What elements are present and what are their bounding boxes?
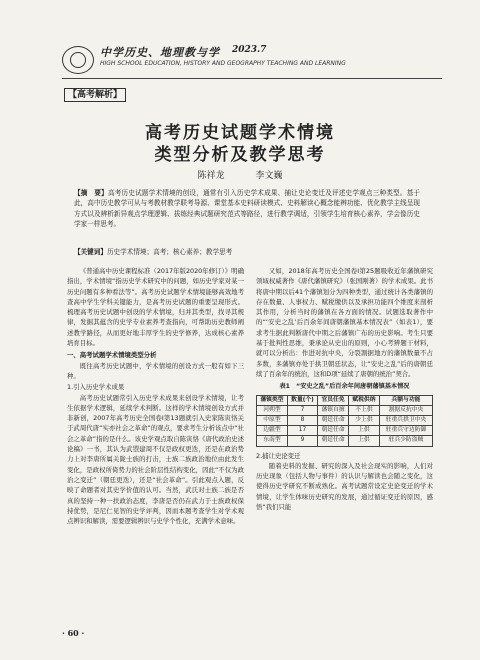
keywords-text: 历史学术情境；高考；核心素养；教学思考 [106, 248, 233, 256]
logo-ring [70, 52, 86, 68]
table-row [257, 436, 433, 446]
table-cell: 朝廷任命 [318, 426, 349, 436]
table-cell: 9 [287, 436, 317, 446]
author-2: 李文巍 [255, 171, 283, 181]
paragraph: 《普通高中历史课程标准（2017年版2020年修订）》明确指出，学术情境“指历史学术研究中的问题，如历史学家对某一历史问题有多种看法等”。高考历史试题学术情境能够高效地考查高中学生学科关键能力，是高考历史试题的重要呈现形式。梳理高考历史试题中创设的学术情境，归并其类型，找寻其规律，发掘其蕴含的史学专业素养考查指向，可帮助历史教师阐述教学路径，从而更好地丰厚学生的史学修养，达成核心素养培育目标。 [67, 267, 244, 348]
table-row [257, 415, 433, 425]
paragraph: 又如，2018年高考历史全国卷Ⅰ第25题吸收近年藩镇研究领域权威著作《唐代藩镇研究》（张国刚著）的学术成果。此书将唐中期以后41个藩镇划分为四种类型，通过统计各类藩镇的存在数量、人事权力、赋税缴供以及承担功能四个维度来剖析其作用，分析当时的藩镇在各方面的情况。试题选取著作中的“‘安史之乱’后百余年间唐朝藩镇基本情况表”（如表1），要求考生据此判断唐代中期之后藩镇广布的历史影响。考生只要基于批判性思维，秉承论从史出的原则，小心考辨题干材料，就可以分析出：作进对抗中央，分裂割据地方的藩镇数量不占多数，多藩镇亦处于拱卫朝廷状态，让“安史之乱”后的唐朝廷续了百余年的统治，这和D项“延续了唐朝的统治”契合。 [256, 267, 433, 378]
table-cell: 东南型 [257, 436, 288, 446]
abstract-text: 高考历史试题学术情境的创设，通常有引入历史学术成果、捕让史论变迁及评述史学观点三种类型。基于此，高中历史教学可从与考教材教学联考导源、课堂基本史料研读模式、史料解读心概念能辨功能、优化教学主线呈现方式以及辨析新异观点学理逻辑、拔练经典试题研究范式等路径，进行教学调适，引领学生培育核心素养，学会像历史学家一样思考。 [74, 189, 421, 229]
table-cell: 驻兵少防盗贼 [379, 436, 432, 446]
abstract [74, 188, 420, 230]
table-header-cell: 数量(个) [287, 395, 317, 405]
table-header-cell: 赋税供纳 [349, 395, 380, 405]
table-cell: 少上供 [349, 415, 380, 425]
section-heading: 一、高考试题学术情境类型分析 [67, 351, 157, 360]
subsection-heading: 1.引入历史学术成果 [67, 383, 125, 392]
keywords-label: 【关键词】 [74, 248, 107, 256]
authors [0, 168, 480, 181]
journal-header [62, 40, 442, 76]
header-divider [62, 78, 442, 79]
magazine-title: 中学历史、地理教与学 [100, 46, 220, 59]
table-cell: 驻重兵拱卫中央 [379, 415, 432, 425]
fanzhen-table [256, 395, 433, 447]
section-tag: 【高考解析】 [64, 88, 126, 102]
left-column [67, 266, 244, 526]
table-cell: 17 [287, 426, 317, 436]
table-cell: 边疆型 [257, 426, 288, 436]
paragraph: 既往高考历史试题中，学术情境的创设方式一般有如下三种。 [67, 361, 244, 380]
article-title-line2: 类型分析及教学思考 [154, 145, 326, 165]
issue-number: 2023.7 [232, 45, 267, 55]
table-cell: 朝廷任命 [318, 415, 349, 425]
table-cell: 8 [287, 415, 317, 425]
author-1: 陈祥龙 [197, 171, 225, 181]
paragraph: 随着史料的发掘、研究的深入及社会现实的影响，人们对历史现象（包括人物与事件）的认识与解读也会随之变化，这使得历史学研究不断成熟化。高考试题常设定史论变迁的学术情境，让学生体味历史研究的发展，通过循证变迁的原因，感悟“我们只能 [256, 461, 433, 512]
paragraph: 高考历史试题常引入历史学术成果来创设学术情境，让考生依据学术逻辑，延续学术判断。这样的学术情境创设方式并非新创，2007年高考历史全国卷Ⅰ第13题就引入史家陈寅恪关于武周代唐“实亦社会之革命”的观点，要求考生分析该点中“社会之革命”指的是什么。该史学观点取自陈寅恪《唐代政治史述论稿》一书，其认为武曌建周不仅是政权更迭，还是在政治势力上对李唐所属关陇士族的打击，士族二族政治地位由此发生变化，是政权所倚势力的社会阶层性结构变化，因此“不仅为政治之变迁”（朝廷更迭），还是“社会革命”。引此观点入题，反映了命题者对其史学价值的认可。当然，武氏对士族二族是否真的坚持一种一扶政治态度，李唐是否仍在武力于士族政权保持优势，是尼仁见智的史学评判，因而本题考查学生对学术观点辨识和解读，需要逻辑辨识与史学个性化，充满学术意味。 [67, 393, 244, 526]
subsection-heading: 2.捕让史论变迁 [256, 451, 301, 460]
table-cell: 7 [287, 405, 317, 415]
page-number: · 60 · [62, 628, 85, 638]
table-cell: 藩镇自擅 [318, 405, 349, 415]
table-row [257, 405, 433, 415]
table-header-cell: 官员任免 [318, 395, 349, 405]
table-cell: 驻重兵守边防御 [379, 426, 432, 436]
table-cell: 河朔型 [257, 405, 288, 415]
table-cell: 朝廷任命 [318, 436, 349, 446]
table-header-cell: 兵额与功能 [379, 395, 432, 405]
table-caption: 表1 “安史之乱”后百余年间唐朝藩镇基本情况 [279, 383, 410, 391]
table-cell: 中原型 [257, 415, 288, 425]
table-row [257, 426, 433, 436]
table-header-cell: 藩镇类型 [257, 395, 288, 405]
magazine-subtitle: HIGH SCHOOL EDUCATION, HISTORY AND GEOGRAPHY TEACHING AND LEARNING [100, 60, 346, 67]
journal-logo [62, 46, 94, 74]
table-header-row [257, 395, 433, 405]
table-cell: 不上供 [349, 405, 380, 415]
table-cell: 上供 [349, 426, 380, 436]
right-column [256, 266, 433, 512]
keywords [74, 247, 420, 257]
abstract-label: 【摘 要】 [74, 189, 108, 197]
article-title-line1: 高考历史试题学术情境 [145, 123, 335, 143]
table-cell: 割据反抗中央 [379, 405, 432, 415]
table-cell: 上供 [349, 436, 380, 446]
